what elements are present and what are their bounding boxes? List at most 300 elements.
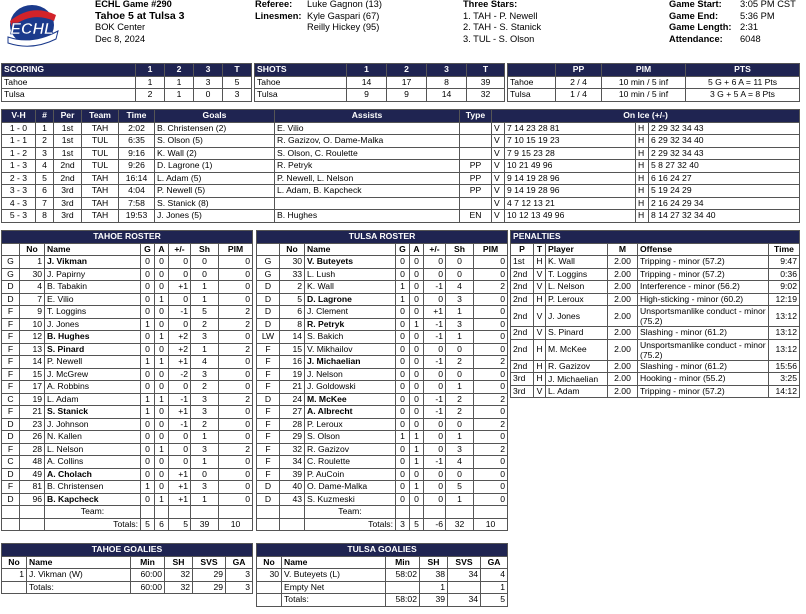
pp-blank-header (508, 64, 556, 77)
penalty-cell: Tripping - minor (57.2) (638, 268, 769, 281)
penalty-cell: 0:36 (769, 268, 800, 281)
scoring-cell: 3 (223, 89, 252, 102)
tahoe-goalie-cell: 1 (2, 569, 27, 582)
tulsa-roster-player-cell: 0 (410, 393, 424, 406)
goal-cell: 6:35 (119, 135, 155, 148)
tulsa-roster-player-cell: 0 (474, 293, 508, 306)
goal-row (2, 147, 800, 160)
tulsa-roster-col-header: Name (305, 243, 396, 256)
tulsa-roster-player-cell: 32 (280, 443, 305, 456)
tahoe-roster-player-cell: 0 (141, 368, 155, 381)
goal-cell: 9:16 (119, 147, 155, 160)
tahoe-roster-player-cell: 0 (155, 368, 169, 381)
tulsa-goalie-totals-label: Totals: (282, 594, 386, 607)
tahoe-roster-player-cell: 4 (20, 281, 45, 294)
tulsa-roster-player-cell: F (257, 456, 280, 469)
scoring-cell: 5 (223, 76, 252, 89)
tulsa-roster-player-cell: 14 (280, 331, 305, 344)
tulsa-roster-player-cell: 0 (446, 368, 474, 381)
goals-table (1, 109, 800, 223)
goal-cell: B. Hughes (275, 210, 460, 223)
penalty-cell: 2nd (511, 339, 534, 360)
star-1: 1. TAH - P. Newell (463, 10, 538, 21)
tulsa-roster-total-cell: -6 (424, 518, 446, 531)
tulsa-roster-player-cell: 40 (280, 481, 305, 494)
tulsa-roster-player-cell: 4 (446, 456, 474, 469)
tahoe-roster-player-cell: 1 (20, 256, 45, 269)
penalty-col-header: P (511, 243, 534, 256)
tahoe-roster-player-cell: A. Cholach (45, 468, 141, 481)
length-label: Game Length: (669, 22, 732, 32)
tulsa-roster-totals-row (257, 518, 508, 531)
tahoe-roster-player-cell: F (2, 381, 20, 394)
tulsa-roster-player-cell: 33 (280, 268, 305, 281)
tulsa-roster-player-row (257, 406, 508, 419)
shots-cell: Tulsa (255, 89, 347, 102)
goal-cell: 10 12 13 49 96 (505, 210, 636, 223)
tulsa-roster-player-cell: J. Michaelian (305, 356, 396, 369)
goal-cell: 1st (54, 147, 82, 160)
tahoe-roster-player-cell: T. Loggins (45, 306, 141, 319)
shots-period-2-header: 2 (387, 64, 427, 77)
tulsa-roster-team-row (257, 506, 508, 519)
tahoe-roster-player-cell: 0 (155, 481, 169, 494)
tahoe-goalie-total-cell: 60:00 (131, 581, 165, 594)
tulsa-roster-player-row (257, 331, 508, 344)
goal-row (2, 160, 800, 173)
shots-cell: 9 (387, 89, 427, 102)
tulsa-roster-player-row (257, 306, 508, 319)
tahoe-roster-player-cell: 0 (141, 418, 155, 431)
tahoe-goalies-title: TAHOE GOALIES (2, 544, 253, 557)
tulsa-roster-player-cell: 0 (446, 268, 474, 281)
tulsa-roster-col-header: PIM (474, 243, 508, 256)
tulsa-roster-player-cell: +1 (424, 306, 446, 319)
tulsa-roster-total-cell: 32 (446, 518, 474, 531)
tulsa-roster-totals-label: Totals: (305, 518, 396, 531)
tulsa-roster-player-cell: 0 (396, 468, 410, 481)
tahoe-roster-player-cell: J. McGrew (45, 368, 141, 381)
goal-cell: H (636, 172, 649, 185)
tahoe-roster-player-cell: +2 (169, 331, 191, 344)
tulsa-roster-player-cell: 4 (446, 281, 474, 294)
penalty-cell: 15:56 (769, 360, 800, 373)
goal-cell: V (492, 185, 505, 198)
penalty-row (511, 373, 800, 386)
penalty-cell: 2.00 (608, 306, 638, 327)
tulsa-roster-player-cell: LW (257, 331, 280, 344)
tulsa-roster-player-cell: -1 (424, 318, 446, 331)
game-title: ECHL Game #290 (95, 0, 172, 9)
goal-cell: 2:02 (119, 122, 155, 135)
tulsa-roster-player-cell: F (257, 356, 280, 369)
pp-cell: 10 min / 5 inf (602, 89, 686, 102)
tahoe-roster-player-cell: D (2, 468, 20, 481)
tahoe-roster-player-cell: B. Hughes (45, 331, 141, 344)
tulsa-roster-player-cell: 0 (396, 406, 410, 419)
tahoe-roster-player-cell: 48 (20, 456, 45, 469)
scoring-row (2, 89, 252, 102)
tulsa-roster-player-cell: 5 (280, 293, 305, 306)
tulsa-roster-player-cell: 0 (424, 493, 446, 506)
tahoe-goalie-cell: J. Vikman (W) (27, 569, 131, 582)
tahoe-roster-player-cell: 1 (141, 356, 155, 369)
tahoe-goalie-totals-row (2, 581, 253, 594)
tahoe-roster-player-cell: 1 (155, 331, 169, 344)
tulsa-roster-player-cell: 0 (446, 256, 474, 269)
tulsa-roster-title: TULSA ROSTER (257, 231, 508, 244)
shots-cell: 9 (347, 89, 387, 102)
tahoe-goalie-col-header: GA (226, 556, 253, 569)
tulsa-goalie-col-header: No (257, 556, 282, 569)
goal-cell: S. Stanick (8) (155, 197, 275, 210)
tahoe-roster-player-cell: 30 (20, 268, 45, 281)
penalty-cell: 2nd (511, 281, 534, 294)
tahoe-roster-player-cell: A. Collins (45, 456, 141, 469)
tahoe-roster-player-cell: 0 (169, 268, 191, 281)
tulsa-roster-player-cell: 5 (446, 481, 474, 494)
goal-cell: P. Newell, L. Nelson (275, 172, 460, 185)
goal-row (2, 135, 800, 148)
tulsa-roster-player-cell: 2 (474, 443, 508, 456)
tulsa-roster-table (256, 230, 508, 531)
goal-cell: 1 - 2 (2, 147, 36, 160)
tahoe-roster-player-cell: 23 (20, 418, 45, 431)
game-length: 2:31 (740, 22, 759, 32)
tulsa-roster-player-cell: D (257, 306, 280, 319)
tulsa-roster-player-cell: 1 (396, 293, 410, 306)
shots-cell: 8 (427, 76, 467, 89)
tulsa-roster-player-cell: M. McKee (305, 393, 396, 406)
tulsa-goalie-col-header: GA (481, 556, 508, 569)
goal-cell: J. Jones (5) (155, 210, 275, 223)
goal-cell: H (636, 160, 649, 173)
tahoe-roster-player-cell: 0 (219, 331, 253, 344)
tulsa-roster-player-row (257, 456, 508, 469)
penalty-cell: Unsportsmanlike conduct - minor (75.2) (638, 339, 769, 360)
tahoe-roster-player-cell: 2 (219, 318, 253, 331)
tulsa-roster-blank (257, 506, 280, 519)
goal-cell: 1 - 3 (2, 160, 36, 173)
pp-cell: Tulsa (508, 89, 556, 102)
penalty-cell: Hooking - minor (55.2) (638, 373, 769, 386)
tahoe-roster-player-cell: D (2, 293, 20, 306)
tahoe-roster-player-cell: 0 (219, 281, 253, 294)
tahoe-goalie-cell: 3 (226, 569, 253, 582)
tahoe-roster-blank (2, 518, 20, 531)
tahoe-goalie-blank (2, 581, 27, 594)
tahoe-roster-player-cell: 15 (20, 368, 45, 381)
goal-cell: 4 (36, 160, 54, 173)
tahoe-roster-player-cell: +1 (169, 481, 191, 494)
tahoe-roster-player-cell: F (2, 481, 20, 494)
penalty-cell: 2.00 (608, 268, 638, 281)
tahoe-roster-player-cell: 28 (20, 443, 45, 456)
tulsa-roster-player-cell: 0 (410, 356, 424, 369)
tahoe-roster-player-row (2, 418, 253, 431)
tulsa-roster-player-cell: P. Leroux (305, 418, 396, 431)
tahoe-roster-player-cell: P. Newell (45, 356, 141, 369)
tulsa-roster-player-cell: K. Wall (305, 281, 396, 294)
tulsa-roster-player-cell: R. Gazizov (305, 443, 396, 456)
tahoe-roster-totals-row (2, 518, 253, 531)
penalty-cell: V (534, 385, 546, 398)
tulsa-roster-player-row (257, 343, 508, 356)
tahoe-roster-player-cell: 3 (191, 368, 219, 381)
tulsa-roster-total-cell: 3 (396, 518, 410, 531)
tahoe-roster-player-row (2, 368, 253, 381)
goal-cell: TAH (82, 210, 119, 223)
goal-cell: R. Petryk (275, 160, 460, 173)
tulsa-roster-player-cell: D (257, 318, 280, 331)
tahoe-roster-player-cell: B. Christensen (45, 481, 141, 494)
tulsa-roster-player-cell: -1 (424, 406, 446, 419)
tahoe-roster-player-cell: 1 (191, 343, 219, 356)
goal-cell: 7 9 15 23 28 (505, 147, 636, 160)
goal-cell: 2nd (54, 172, 82, 185)
tahoe-goalie-total-cell: 32 (165, 581, 193, 594)
stars-label: Three Stars: (463, 0, 518, 9)
tahoe-roster-player-row (2, 331, 253, 344)
tulsa-roster-player-cell: 0 (424, 343, 446, 356)
penalty-cell: J. Michaelian (546, 373, 608, 386)
matchup: Tahoe 5 at Tulsa 3 (95, 9, 185, 22)
tahoe-roster-player-cell: 1 (141, 406, 155, 419)
tahoe-roster-player-row (2, 456, 253, 469)
goal-row (2, 210, 800, 223)
shots-cell: 14 (427, 89, 467, 102)
pp-cell: 10 min / 5 inf (602, 76, 686, 89)
tahoe-roster-player-cell: 0 (191, 256, 219, 269)
goal-cell: 19:53 (119, 210, 155, 223)
tulsa-goalie-cell (448, 581, 481, 594)
referee: Luke Gagnon (13) (307, 0, 382, 9)
tulsa-roster-player-cell: 1 (410, 456, 424, 469)
game-end: 5:36 PM (740, 10, 775, 21)
tahoe-roster-player-cell: 3 (191, 406, 219, 419)
tulsa-roster-player-cell: 19 (280, 368, 305, 381)
penalty-cell: 3rd (511, 373, 534, 386)
tahoe-goalie-row (2, 569, 253, 582)
tahoe-goalie-total-cell: 3 (226, 581, 253, 594)
scoring-row (2, 76, 252, 89)
goal-cell: 2 29 32 34 43 (649, 122, 800, 135)
shots-header: SHOTS (255, 64, 347, 77)
goal-cell: 9:26 (119, 160, 155, 173)
tulsa-goalie-col-header: Name (282, 556, 386, 569)
goal-cell: H (636, 147, 649, 160)
tahoe-roster-player-cell: 0 (191, 468, 219, 481)
tulsa-roster-player-cell: 0 (474, 343, 508, 356)
penalty-cell: 2.00 (608, 360, 638, 373)
period-3-header: 3 (194, 64, 223, 77)
tahoe-roster-player-cell: 0 (169, 443, 191, 456)
tulsa-roster-player-cell: 0 (410, 381, 424, 394)
scoring-cell: Tulsa (2, 89, 136, 102)
linesman-1: Kyle Gaspari (67) (307, 10, 380, 21)
tahoe-roster-player-cell: J. Vikman (45, 256, 141, 269)
tulsa-roster-player-cell: -1 (424, 456, 446, 469)
penalty-cell: 13:12 (769, 327, 800, 340)
tulsa-roster-player-cell: D (257, 481, 280, 494)
tulsa-goalie-cell: 1 (481, 581, 508, 594)
penalty-cell: 1st (511, 256, 534, 269)
goal-row (2, 172, 800, 185)
tulsa-goalie-cell: 30 (257, 569, 282, 582)
tulsa-roster-col-header (257, 243, 280, 256)
penalty-cell: 3:25 (769, 373, 800, 386)
tahoe-roster-player-cell: +1 (169, 281, 191, 294)
tulsa-roster-player-cell: 0 (396, 331, 410, 344)
penalty-cell: 12:19 (769, 293, 800, 306)
goal-row (2, 197, 800, 210)
tahoe-roster-player-cell: 19 (20, 393, 45, 406)
tahoe-roster-total-cell: 10 (219, 518, 253, 531)
tulsa-goalie-cell: 4 (481, 569, 508, 582)
tahoe-roster-player-cell: 0 (169, 431, 191, 444)
tulsa-roster-player-cell: 39 (280, 468, 305, 481)
goal-cell: TAH (82, 185, 119, 198)
tahoe-roster-player-cell: 0 (219, 456, 253, 469)
tulsa-roster-player-cell: 3 (446, 318, 474, 331)
tahoe-roster-player-cell: 0 (155, 456, 169, 469)
tahoe-roster-player-row (2, 393, 253, 406)
goal-cell: 5 8 27 32 40 (649, 160, 800, 173)
tulsa-roster-player-cell: G (257, 268, 280, 281)
tahoe-roster-player-cell: N. Kallen (45, 431, 141, 444)
tulsa-roster-player-cell: 0 (410, 343, 424, 356)
goal-cell: 6 16 24 27 (649, 172, 800, 185)
tulsa-roster-blank (474, 506, 508, 519)
period-1-header: 1 (136, 64, 165, 77)
goal-cell: V (492, 210, 505, 223)
tahoe-roster-player-cell: 0 (219, 431, 253, 444)
tulsa-roster-player-cell: F (257, 368, 280, 381)
shots-row (255, 76, 505, 89)
penalty-cell: L. Adam (546, 385, 608, 398)
goal-cell: H (636, 135, 649, 148)
penalty-cell: 9:02 (769, 281, 800, 294)
tulsa-roster-player-cell: J. Nelson (305, 368, 396, 381)
tahoe-goalie-col-header: SH (165, 556, 193, 569)
tahoe-roster-player-cell: J. Jones (45, 318, 141, 331)
tulsa-roster-player-cell: 1 (396, 281, 410, 294)
tahoe-roster-player-row (2, 256, 253, 269)
tahoe-roster-player-cell: 1 (155, 443, 169, 456)
tulsa-roster-player-cell: 0 (396, 368, 410, 381)
tulsa-roster-player-cell: 1 (410, 431, 424, 444)
three-stars (463, 0, 633, 45)
goal-cell: 5 - 3 (2, 210, 36, 223)
tulsa-goalie-col-header: SH (420, 556, 448, 569)
tahoe-roster-player-cell: +1 (169, 406, 191, 419)
goal-row (2, 185, 800, 198)
tulsa-roster-player-row (257, 256, 508, 269)
tulsa-roster-player-cell: F (257, 418, 280, 431)
goal-cell: H (636, 197, 649, 210)
tulsa-roster-col-header: +/- (424, 243, 446, 256)
tulsa-roster-player-cell: 0 (396, 493, 410, 506)
scoring-table (1, 63, 252, 102)
tahoe-roster-col-header: G (141, 243, 155, 256)
tulsa-roster-player-cell: 0 (396, 343, 410, 356)
star-3: 3. TUL - S. Olson (463, 33, 535, 44)
tahoe-roster-player-cell: 0 (155, 343, 169, 356)
tulsa-roster-player-row (257, 418, 508, 431)
tulsa-roster-player-cell: F (257, 406, 280, 419)
tulsa-roster-player-cell: 0 (474, 368, 508, 381)
tahoe-roster-player-cell: 0 (141, 331, 155, 344)
tulsa-roster-player-cell: 0 (446, 343, 474, 356)
penalty-cell: 2nd (511, 360, 534, 373)
tahoe-roster-player-cell: F (2, 331, 20, 344)
tulsa-roster-player-cell: O. Dame-Malka (305, 481, 396, 494)
penalty-cell: 2.00 (608, 327, 638, 340)
tulsa-roster-col-header: G (396, 243, 410, 256)
tahoe-roster-player-cell: -1 (169, 306, 191, 319)
tulsa-roster-player-cell: V. Buteyets (305, 256, 396, 269)
pp-cell: 2 / 4 (556, 76, 602, 89)
tahoe-roster-player-cell: F (2, 343, 20, 356)
tahoe-roster-player-cell: S. Pinard (45, 343, 141, 356)
tahoe-goalie-col-header: No (2, 556, 27, 569)
tulsa-roster-player-cell: 0 (424, 418, 446, 431)
goal-cell: 2 16 24 29 34 (649, 197, 800, 210)
tulsa-roster-total-cell: 10 (474, 518, 508, 531)
goal-cell: L. Adam, B. Kapcheck (275, 185, 460, 198)
tahoe-roster-player-cell: C (2, 456, 20, 469)
tahoe-roster-player-cell: G (2, 268, 20, 281)
tulsa-roster-col-header: A (410, 243, 424, 256)
tulsa-goalie-cell (386, 581, 420, 594)
tahoe-roster-player-cell: D (2, 281, 20, 294)
svg-text:ECHL: ECHL (10, 21, 54, 38)
tahoe-roster-player-cell: 1 (141, 318, 155, 331)
goal-cell: V (492, 122, 505, 135)
goal-cell: L. Adam (5) (155, 172, 275, 185)
tahoe-roster-player-cell: 0 (155, 256, 169, 269)
shots-total-header: T (467, 64, 505, 77)
pp-header: PP (556, 64, 602, 77)
tahoe-roster-player-cell: 3 (191, 393, 219, 406)
tulsa-roster-player-cell: 2 (446, 393, 474, 406)
tulsa-roster-player-cell: 1 (446, 381, 474, 394)
tulsa-roster-blank (410, 506, 424, 519)
penalty-cell: Tripping - minor (57.2) (638, 256, 769, 269)
tahoe-roster-player-cell: 0 (141, 268, 155, 281)
penalty-cell: M. McKee (546, 339, 608, 360)
tahoe-roster-player-cell: 0 (141, 456, 155, 469)
tahoe-roster-player-cell: 0 (141, 381, 155, 394)
penalty-cell: H (534, 373, 546, 386)
tulsa-roster-player-cell: 0 (424, 443, 446, 456)
tahoe-roster-player-cell: 0 (169, 256, 191, 269)
penalty-cell: 2.00 (608, 385, 638, 398)
tulsa-roster-player-cell: 0 (424, 368, 446, 381)
tahoe-roster-player-cell: 2 (191, 318, 219, 331)
tulsa-roster-player-cell: F (257, 343, 280, 356)
start-label: Game Start: (669, 0, 722, 9)
pp-cell: 1 / 4 (556, 89, 602, 102)
tahoe-roster-blank (141, 506, 155, 519)
tahoe-roster-col-header: No (20, 243, 45, 256)
tulsa-goalie-blank (257, 594, 282, 607)
tulsa-roster-player-cell: 27 (280, 406, 305, 419)
tulsa-roster-player-cell: J. Goldowski (305, 381, 396, 394)
goal-cell (460, 197, 492, 210)
tahoe-roster-team-row (2, 506, 253, 519)
goal-cell: 10 21 49 96 (505, 160, 636, 173)
